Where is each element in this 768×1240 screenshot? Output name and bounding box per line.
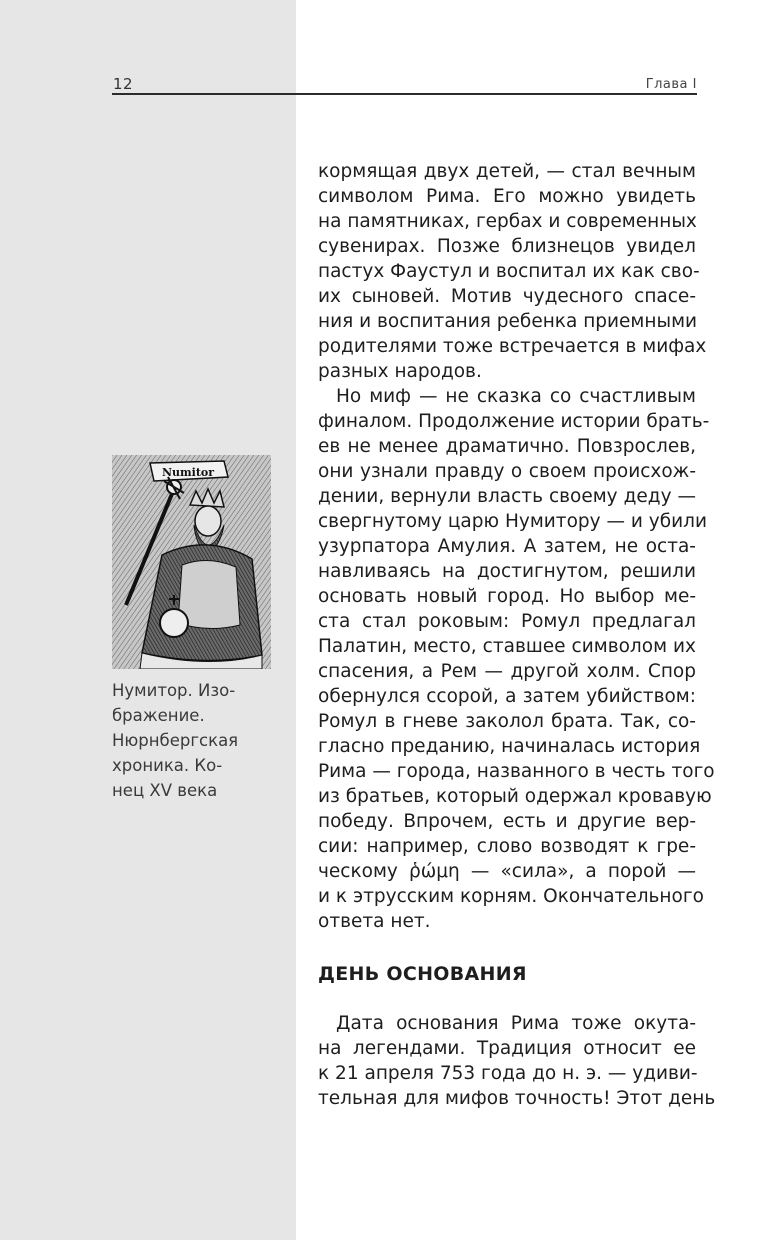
text-line: финалом. Продолжение истории брать- [318,411,710,432]
section-heading: ДЕНЬ ОСНОВАНИЯ [318,963,527,985]
text-line: и к этрусским корням. Окончательного [318,886,704,907]
text-line: ческому ῥώμη — «сила», а порой — [318,861,696,882]
text-line: на легендами. Традиция относит ее [318,1038,696,1059]
text-line: основать новый город. Но выбор ме- [318,586,696,607]
text-line: дении, вернули власть своему деду — [318,486,696,507]
text-line: Рима — города, названного в честь того [318,761,715,782]
text-line: Ромул в гневе заколол брата. Так, со- [318,711,696,732]
text-line: сии: например, слово возводят к гре- [318,836,696,857]
running-head-chapter: Глава I [645,77,697,92]
caption-line: Нюрнбергская [112,731,239,750]
text-line: на памятниках, гербах и современных [318,211,697,232]
text-line: из братьев, который одержал кровавую [318,786,712,807]
banner-label: Numitor [161,466,215,479]
numitor-woodcut-illustration [112,455,271,669]
text-line: ев не менее драматично. Повзрослев, [318,436,696,457]
text-line: Но миф — не сказка со счастливым [336,386,696,407]
text-line: ния и воспитания ребенка приемными [318,311,698,332]
text-line: сувенирах. Позже близнецов увидел [318,236,696,257]
text-line: свергнутому царю Нумитору — и убили [318,511,707,532]
caption-line: Нумитор. Изо- [112,681,236,700]
text-line: кормящая двух детей, — стал вечным [318,161,696,182]
text-line: навливаясь на достигнутом, решили [318,561,696,582]
illustration-caption [112,678,262,803]
caption-line: нец XV века [112,781,218,800]
text-line: тельная для мифов точность! Этот день [318,1088,716,1109]
section-paragraph [318,1011,716,1111]
numitor-woodcut-icon [112,455,271,669]
caption-line: хроника. Ко- [112,756,223,775]
text-line: гласно преданию, начиналась история [318,736,701,757]
text-line: победу. Впрочем, есть и другие вер- [318,811,696,832]
text-line: ответа нет. [318,911,431,932]
main-text-paragraphs [318,159,715,934]
text-line: родителями тоже встречается в мифах [318,336,707,357]
text-line: к 21 апреля 753 года до н. э. — удиви- [318,1063,698,1084]
text-line: их сыновей. Мотив чудесного спасе- [318,286,696,307]
text-line: обернулся ссорой, а затем убийством: [318,686,696,707]
caption-line: бражение. [112,706,205,725]
header-rule [112,93,697,95]
text-line: спасения, а Рем — другой холм. Спор [318,661,696,682]
text-line: пастух Фаустул и воспитал их как сво- [318,261,700,282]
text-line: они узнали правду о своем происхож- [318,461,696,482]
text-line: узурпатора Амулия. А затем, не оста- [318,536,696,557]
text-line: Дата основания Рима тоже окута- [336,1013,696,1034]
text-line: ста стал роковым: Ромул предлагал [318,611,696,632]
text-line: разных народов. [318,361,482,382]
text-line: символом Рима. Его можно увидеть [318,186,696,207]
text-line: Палатин, место, ставшее символом их [318,636,696,657]
page-number: 12 [113,75,134,93]
